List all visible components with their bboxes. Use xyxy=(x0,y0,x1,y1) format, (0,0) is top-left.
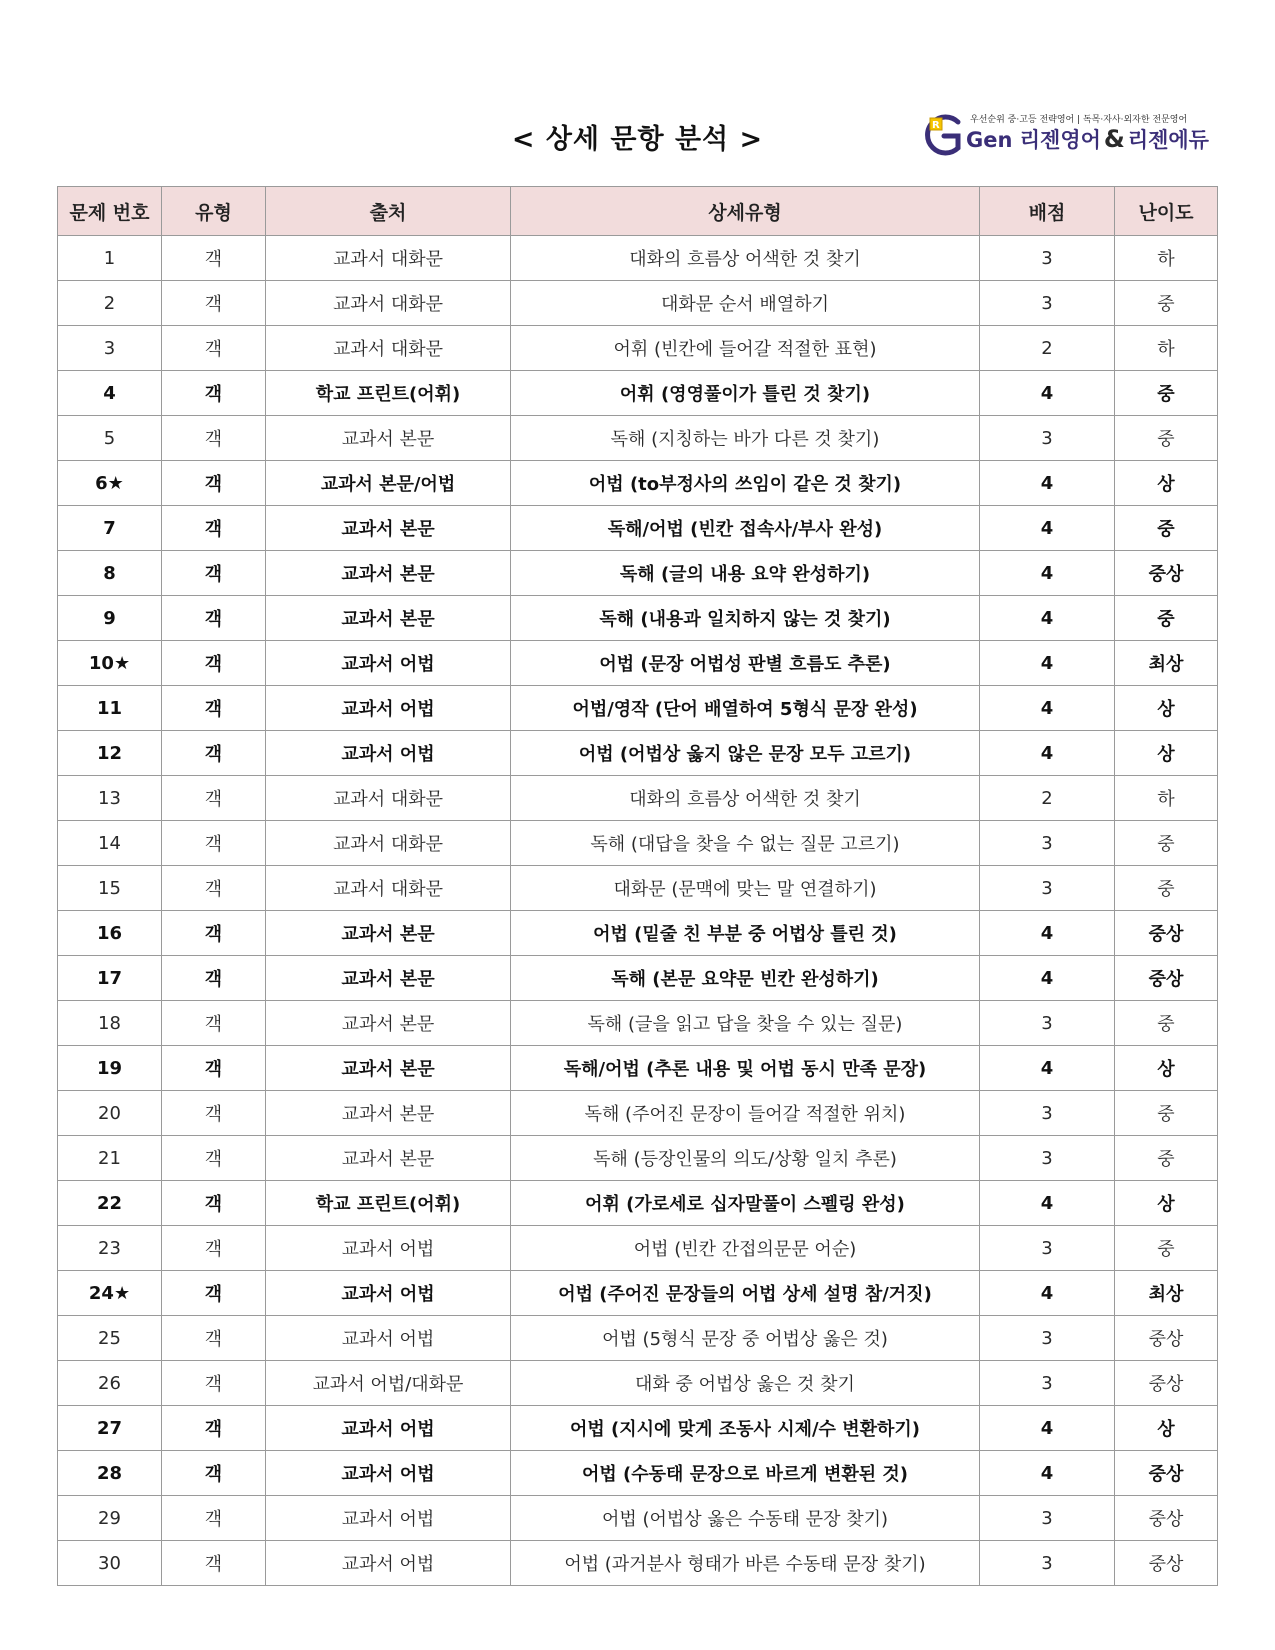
cell-detail: 어휘 (빈칸에 들어갈 적절한 표현) xyxy=(511,326,980,371)
table-row xyxy=(58,1316,1218,1361)
cell-detail: 독해 (지칭하는 바가 다른 것 찾기) xyxy=(511,416,980,461)
table-header-row xyxy=(58,187,1218,236)
table-row xyxy=(58,1046,1218,1091)
cell-source: 교과서 본문 xyxy=(266,1091,511,1136)
cell-number: 5 xyxy=(58,416,162,461)
cell-type: 객 xyxy=(162,596,266,641)
cell-level: 상 xyxy=(1115,1046,1218,1091)
cell-source: 교과서 어법/대화문 xyxy=(266,1361,511,1406)
cell-number: 10★ xyxy=(58,641,162,686)
cell-number: 12 xyxy=(58,731,162,776)
cell-source: 교과서 본문/어법 xyxy=(266,461,511,506)
logo-ampersand: & xyxy=(1103,125,1125,153)
cell-type: 객 xyxy=(162,506,266,551)
cell-type: 객 xyxy=(162,1046,266,1091)
cell-type: 객 xyxy=(162,236,266,281)
table-row xyxy=(58,1451,1218,1496)
cell-source: 교과서 본문 xyxy=(266,911,511,956)
cell-level: 중상 xyxy=(1115,1451,1218,1496)
cell-source: 교과서 본문 xyxy=(266,596,511,641)
cell-score: 4 xyxy=(980,956,1115,1001)
cell-detail: 어법 (어법상 옳은 수동태 문장 찾기) xyxy=(511,1496,980,1541)
cell-score: 3 xyxy=(980,866,1115,911)
cell-type: 객 xyxy=(162,1091,266,1136)
cell-type: 객 xyxy=(162,1181,266,1226)
table-row xyxy=(58,1181,1218,1226)
cell-number: 30 xyxy=(58,1541,162,1586)
cell-source: 학교 프린트(어휘) xyxy=(266,1181,511,1226)
cell-score: 3 xyxy=(980,1541,1115,1586)
cell-score: 3 xyxy=(980,821,1115,866)
cell-number: 11 xyxy=(58,686,162,731)
cell-type: 객 xyxy=(162,1136,266,1181)
cell-detail: 대화문 (문맥에 맞는 말 연결하기) xyxy=(511,866,980,911)
table-row xyxy=(58,1226,1218,1271)
cell-type: 객 xyxy=(162,551,266,596)
header-level: 난이도 xyxy=(1115,187,1218,236)
analysis-table xyxy=(57,186,1218,1586)
cell-number: 1 xyxy=(58,236,162,281)
cell-source: 교과서 본문 xyxy=(266,1001,511,1046)
cell-number: 20 xyxy=(58,1091,162,1136)
logo-tagline: 우선순위 중·고등 전략영어 | 독목·자사·외자한 전문영어 xyxy=(970,115,1188,125)
cell-type: 객 xyxy=(162,461,266,506)
cell-type: 객 xyxy=(162,1541,266,1586)
cell-score: 3 xyxy=(980,281,1115,326)
cell-detail: 어휘 (가로세로 십자말풀이 스펠링 완성) xyxy=(511,1181,980,1226)
cell-type: 객 xyxy=(162,776,266,821)
cell-source: 교과서 대화문 xyxy=(266,866,511,911)
cell-detail: 대화의 흐름상 어색한 것 찾기 xyxy=(511,776,980,821)
table-row xyxy=(58,1406,1218,1451)
cell-score: 4 xyxy=(980,1451,1115,1496)
cell-detail: 어법 (수동태 문장으로 바르게 변환된 것) xyxy=(511,1451,980,1496)
cell-level: 상 xyxy=(1115,1406,1218,1451)
cell-type: 객 xyxy=(162,731,266,776)
cell-level: 상 xyxy=(1115,1181,1218,1226)
cell-detail: 독해 (주어진 문장이 들어갈 적절한 위치) xyxy=(511,1091,980,1136)
table-row xyxy=(58,821,1218,866)
cell-level: 중 xyxy=(1115,596,1218,641)
cell-number: 21 xyxy=(58,1136,162,1181)
cell-detail: 독해 (내용과 일치하지 않는 것 찾기) xyxy=(511,596,980,641)
cell-level: 최상 xyxy=(1115,641,1218,686)
cell-score: 4 xyxy=(980,1406,1115,1451)
cell-source: 교과서 대화문 xyxy=(266,326,511,371)
cell-source: 교과서 어법 xyxy=(266,1451,511,1496)
table-row xyxy=(58,551,1218,596)
cell-detail: 어법 (과거분사 형태가 바른 수동태 문장 찾기) xyxy=(511,1541,980,1586)
cell-level: 중 xyxy=(1115,1001,1218,1046)
cell-level: 상 xyxy=(1115,731,1218,776)
cell-score: 3 xyxy=(980,236,1115,281)
table-row xyxy=(58,461,1218,506)
cell-score: 4 xyxy=(980,731,1115,776)
cell-detail: 대화의 흐름상 어색한 것 찾기 xyxy=(511,236,980,281)
cell-detail: 독해 (대답을 찾을 수 없는 질문 고르기) xyxy=(511,821,980,866)
cell-number: 24★ xyxy=(58,1271,162,1316)
cell-number: 18 xyxy=(58,1001,162,1046)
cell-source: 교과서 어법 xyxy=(266,731,511,776)
cell-number: 23 xyxy=(58,1226,162,1271)
cell-number: 26 xyxy=(58,1361,162,1406)
table-row xyxy=(58,1541,1218,1586)
cell-source: 교과서 어법 xyxy=(266,1496,511,1541)
table-row xyxy=(58,1136,1218,1181)
cell-source: 교과서 대화문 xyxy=(266,236,511,281)
cell-type: 객 xyxy=(162,416,266,461)
table-row xyxy=(58,911,1218,956)
cell-type: 객 xyxy=(162,1451,266,1496)
cell-score: 4 xyxy=(980,371,1115,416)
cell-level: 하 xyxy=(1115,776,1218,821)
cell-type: 객 xyxy=(162,1361,266,1406)
header-detail: 상세유형 xyxy=(511,187,980,236)
cell-source: 교과서 어법 xyxy=(266,1271,511,1316)
brand-logo xyxy=(918,110,1209,160)
table-row xyxy=(58,731,1218,776)
cell-type: 객 xyxy=(162,1406,266,1451)
header-score: 배점 xyxy=(980,187,1115,236)
table-row xyxy=(58,506,1218,551)
logo-brand2: 리젠에듀 xyxy=(1127,128,1209,152)
cell-score: 4 xyxy=(980,461,1115,506)
svg-text:R: R xyxy=(932,120,940,131)
cell-source: 교과서 어법 xyxy=(266,641,511,686)
cell-level: 하 xyxy=(1115,236,1218,281)
cell-detail: 독해 (글을 읽고 답을 찾을 수 있는 질문) xyxy=(511,1001,980,1046)
cell-source: 교과서 어법 xyxy=(266,1226,511,1271)
cell-type: 객 xyxy=(162,641,266,686)
cell-score: 2 xyxy=(980,776,1115,821)
table-row xyxy=(58,641,1218,686)
cell-source: 교과서 본문 xyxy=(266,551,511,596)
cell-level: 중상 xyxy=(1115,956,1218,1001)
table-row xyxy=(58,1001,1218,1046)
cell-source: 교과서 대화문 xyxy=(266,281,511,326)
cell-score: 3 xyxy=(980,416,1115,461)
table-row xyxy=(58,326,1218,371)
cell-detail: 어법 (빈칸 간접의문문 어순) xyxy=(511,1226,980,1271)
table-row xyxy=(58,236,1218,281)
table-row xyxy=(58,281,1218,326)
page-title: < 상세 문항 분석 > xyxy=(511,124,764,155)
logo-brand: Gen 리젠영어 xyxy=(966,128,1101,152)
cell-detail: 어법 (어법상 옳지 않은 문장 모두 고르기) xyxy=(511,731,980,776)
cell-score: 2 xyxy=(980,326,1115,371)
cell-detail: 어휘 (영영풀이가 틀린 것 찾기) xyxy=(511,371,980,416)
cell-source: 학교 프린트(어휘) xyxy=(266,371,511,416)
cell-number: 15 xyxy=(58,866,162,911)
table-row xyxy=(58,866,1218,911)
cell-type: 객 xyxy=(162,1001,266,1046)
cell-source: 교과서 본문 xyxy=(266,506,511,551)
cell-number: 27 xyxy=(58,1406,162,1451)
cell-number: 3 xyxy=(58,326,162,371)
cell-score: 4 xyxy=(980,551,1115,596)
cell-type: 객 xyxy=(162,686,266,731)
cell-level: 중상 xyxy=(1115,1316,1218,1361)
cell-score: 4 xyxy=(980,911,1115,956)
cell-detail: 독해/어법 (추론 내용 및 어법 동시 만족 문장) xyxy=(511,1046,980,1091)
cell-source: 교과서 본문 xyxy=(266,1136,511,1181)
cell-number: 16 xyxy=(58,911,162,956)
cell-number: 13 xyxy=(58,776,162,821)
cell-detail: 대화문 순서 배열하기 xyxy=(511,281,980,326)
cell-level: 상 xyxy=(1115,461,1218,506)
cell-level: 하 xyxy=(1115,326,1218,371)
table-row xyxy=(58,596,1218,641)
cell-level: 중 xyxy=(1115,506,1218,551)
cell-source: 교과서 어법 xyxy=(266,1541,511,1586)
table-row xyxy=(58,1091,1218,1136)
cell-type: 객 xyxy=(162,1496,266,1541)
cell-score: 4 xyxy=(980,641,1115,686)
cell-number: 4 xyxy=(58,371,162,416)
cell-score: 3 xyxy=(980,1361,1115,1406)
cell-score: 3 xyxy=(980,1001,1115,1046)
cell-detail: 독해/어법 (빈칸 접속사/부사 완성) xyxy=(511,506,980,551)
cell-level: 중 xyxy=(1115,1226,1218,1271)
table-row xyxy=(58,416,1218,461)
header-type: 유형 xyxy=(162,187,266,236)
cell-level: 최상 xyxy=(1115,1271,1218,1316)
cell-score: 4 xyxy=(980,1181,1115,1226)
cell-number: 14 xyxy=(58,821,162,866)
cell-detail: 대화 중 어법상 옳은 것 찾기 xyxy=(511,1361,980,1406)
cell-detail: 어법/영작 (단어 배열하여 5형식 문장 완성) xyxy=(511,686,980,731)
cell-score: 3 xyxy=(980,1316,1115,1361)
cell-level: 중 xyxy=(1115,371,1218,416)
cell-detail: 어법 (5형식 문장 중 어법상 옳은 것) xyxy=(511,1316,980,1361)
cell-detail: 어법 (주어진 문장들의 어법 상세 설명 참/거짓) xyxy=(511,1271,980,1316)
table-body xyxy=(58,236,1218,1586)
cell-level: 중 xyxy=(1115,821,1218,866)
cell-score: 3 xyxy=(980,1136,1115,1181)
cell-detail: 어법 (문장 어법성 판별 흐름도 추론) xyxy=(511,641,980,686)
cell-number: 8 xyxy=(58,551,162,596)
cell-source: 교과서 본문 xyxy=(266,416,511,461)
cell-type: 객 xyxy=(162,1316,266,1361)
cell-number: 7 xyxy=(58,506,162,551)
cell-score: 4 xyxy=(980,506,1115,551)
cell-score: 4 xyxy=(980,596,1115,641)
cell-detail: 어법 (to부정사의 쓰임이 같은 것 찾기) xyxy=(511,461,980,506)
cell-score: 3 xyxy=(980,1496,1115,1541)
table-row xyxy=(58,776,1218,821)
cell-number: 22 xyxy=(58,1181,162,1226)
cell-level: 중상 xyxy=(1115,911,1218,956)
cell-type: 객 xyxy=(162,371,266,416)
cell-score: 3 xyxy=(980,1226,1115,1271)
table-row xyxy=(58,371,1218,416)
logo-mark-icon xyxy=(918,112,962,158)
cell-source: 교과서 본문 xyxy=(266,1046,511,1091)
cell-type: 객 xyxy=(162,1226,266,1271)
header-source: 출처 xyxy=(266,187,511,236)
cell-type: 객 xyxy=(162,281,266,326)
cell-number: 2 xyxy=(58,281,162,326)
cell-detail: 독해 (글의 내용 요약 완성하기) xyxy=(511,551,980,596)
cell-level: 중 xyxy=(1115,866,1218,911)
header-number: 문제 번호 xyxy=(58,187,162,236)
cell-score: 4 xyxy=(980,1046,1115,1091)
cell-level: 중상 xyxy=(1115,1361,1218,1406)
cell-level: 중상 xyxy=(1115,551,1218,596)
table-row xyxy=(58,686,1218,731)
cell-score: 4 xyxy=(980,686,1115,731)
cell-source: 교과서 어법 xyxy=(266,1316,511,1361)
cell-level: 상 xyxy=(1115,686,1218,731)
cell-score: 3 xyxy=(980,1091,1115,1136)
cell-type: 객 xyxy=(162,1271,266,1316)
cell-type: 객 xyxy=(162,866,266,911)
cell-number: 29 xyxy=(58,1496,162,1541)
cell-level: 중 xyxy=(1115,1091,1218,1136)
cell-number: 17 xyxy=(58,956,162,1001)
cell-level: 중 xyxy=(1115,281,1218,326)
cell-level: 중상 xyxy=(1115,1541,1218,1586)
cell-type: 객 xyxy=(162,326,266,371)
cell-number: 6★ xyxy=(58,461,162,506)
cell-level: 중상 xyxy=(1115,1496,1218,1541)
cell-type: 객 xyxy=(162,956,266,1001)
cell-number: 28 xyxy=(58,1451,162,1496)
table-row xyxy=(58,956,1218,1001)
cell-number: 9 xyxy=(58,596,162,641)
cell-level: 중 xyxy=(1115,416,1218,461)
cell-detail: 어법 (밑줄 친 부분 중 어법상 틀린 것) xyxy=(511,911,980,956)
cell-number: 19 xyxy=(58,1046,162,1091)
cell-detail: 독해 (본문 요약문 빈칸 완성하기) xyxy=(511,956,980,1001)
table-row xyxy=(58,1271,1218,1316)
cell-type: 객 xyxy=(162,821,266,866)
cell-level: 중 xyxy=(1115,1136,1218,1181)
cell-detail: 어법 (지시에 맞게 조동사 시제/수 변환하기) xyxy=(511,1406,980,1451)
cell-type: 객 xyxy=(162,911,266,956)
cell-detail: 독해 (등장인물의 의도/상황 일치 추론) xyxy=(511,1136,980,1181)
cell-source: 교과서 어법 xyxy=(266,1406,511,1451)
cell-source: 교과서 대화문 xyxy=(266,821,511,866)
cell-source: 교과서 본문 xyxy=(266,956,511,1001)
cell-source: 교과서 대화문 xyxy=(266,776,511,821)
table-row xyxy=(58,1496,1218,1541)
logo-wordmark xyxy=(966,124,1209,154)
table-row xyxy=(58,1361,1218,1406)
cell-score: 4 xyxy=(980,1271,1115,1316)
cell-source: 교과서 어법 xyxy=(266,686,511,731)
cell-number: 25 xyxy=(58,1316,162,1361)
